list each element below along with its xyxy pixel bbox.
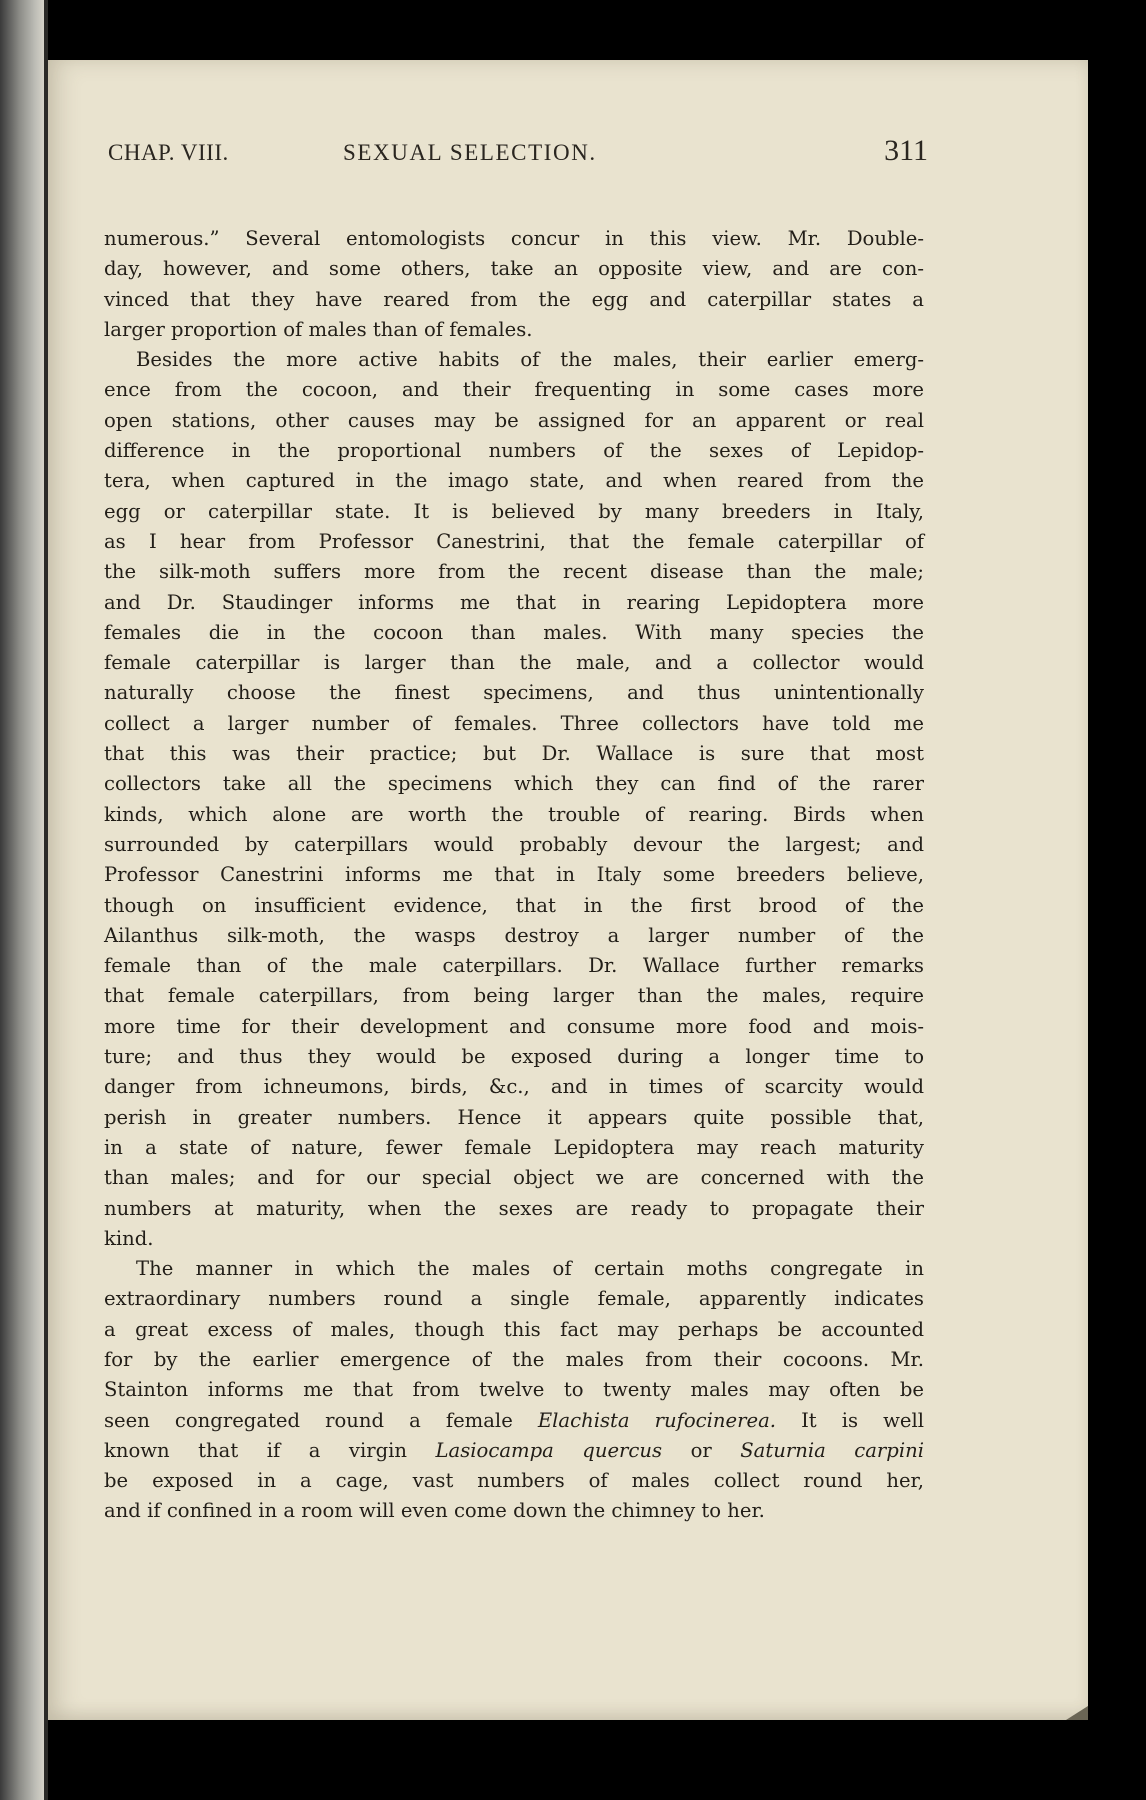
text-line: for by the earlier emergence of the males from their cocoons. Mr. (104, 1347, 924, 1371)
text-line: be exposed in a cage, vast numbers of males collect round her, (104, 1469, 924, 1493)
text-segment: or (690, 1438, 712, 1462)
species-name: Elachista rufocinerea. (537, 1408, 776, 1432)
text-line: numbers at maturity, when the sexes are ready to propagate their (104, 1196, 924, 1220)
text-line: female caterpillar is larger than the male, and a collector would (104, 651, 924, 675)
text-line: larger proportion of males than of females. (104, 317, 533, 341)
text-line: The manner in which the males of certain moths congregate in (136, 1257, 924, 1281)
text-line: vinced that they have reared from the egg and caterpillar states a (104, 287, 924, 311)
text-line: collectors take all the specimens which they can find of the rarer (104, 772, 924, 796)
text-line: female than of the male caterpillars. Dr. Wallace further remarks (104, 954, 924, 978)
running-title: SEXUAL SELECTION. (343, 140, 597, 165)
species-name: Lasiocampa quercus (435, 1438, 663, 1462)
text-line: ture; and thus they would be exposed during a longer time to (104, 1045, 924, 1069)
text-line: numerous.” Several entomologists concur in this view. Mr. Double- (104, 227, 924, 250)
text-line: surrounded by caterpillars would probably devour the largest; and (104, 832, 924, 856)
text-line: perish in greater numbers. Hence it appears quite possible that, (104, 1105, 924, 1129)
text-segment: known that if a virgin (104, 1438, 408, 1462)
text-line: though on insufficient evidence, that in the first brood of the (104, 893, 924, 917)
text-line: open stations, other causes may be assigned for an apparent or real (104, 408, 924, 432)
page-number: 311 (884, 134, 928, 167)
book-page (48, 60, 1088, 1720)
text-segment: seen congregated round a female (104, 1408, 513, 1432)
text-line: females die in the cocoon than males. With many species the (104, 620, 924, 644)
text-line: Stainton informs me that from twelve to twenty males may often be (104, 1378, 924, 1402)
text-line: and Dr. Staudinger informs me that in rearing Lepidoptera more (104, 590, 924, 614)
running-head (108, 134, 928, 190)
text-line: Professor Canestrini informs me that in Italy some breeders believe, (104, 863, 924, 887)
text-line: ence from the cocoon, and their frequenting in some cases more (104, 378, 924, 402)
text-line: difference in the proportional numbers of the sexes of Lepidop- (104, 439, 924, 463)
chapter-label: CHAP. VIII. (108, 140, 229, 165)
text-line: tera, when captured in the imago state, and when reared from the (104, 469, 924, 493)
text-line: egg or caterpillar state. It is believed by many breeders in Italy, (104, 499, 924, 523)
text-line: danger from ichneumons, birds, &c., and in times of scarcity would (104, 1075, 924, 1099)
text-line: day, however, and some others, take an opposite view, and are con- (104, 257, 924, 281)
text-line: kind. (104, 1226, 154, 1250)
text-line: Besides the more active habits of the males, their earlier emerg- (136, 348, 924, 372)
text-line: extraordinary numbers round a single female, apparently indicates (104, 1287, 924, 1311)
text-line-mixed (104, 1436, 924, 1466)
page-corner-mark (1066, 1706, 1088, 1720)
text-line: than males; and for our special object we are concerned with the (104, 1166, 924, 1190)
text-line: that this was their practice; but Dr. Wallace is sure that most (104, 742, 924, 766)
text-line: the silk-moth suffers more from the recent disease than the male; (104, 560, 924, 584)
text-line: kinds, which alone are worth the trouble of rearing. Birds when (104, 802, 924, 826)
text-line: collect a larger number of females. Three collectors have told me (104, 711, 924, 735)
body-text (104, 224, 924, 1527)
text-line: as I hear from Professor Canestrini, that the female caterpillar of (104, 529, 924, 553)
text-line: a great excess of males, though this fact may perhaps be accounted (104, 1317, 924, 1341)
species-name: Saturnia carpini (740, 1438, 924, 1462)
text-line: that female caterpillars, from being larger than the males, require (104, 984, 924, 1008)
text-segment: It is well (801, 1408, 925, 1432)
book-spine (0, 0, 44, 1800)
text-line: Ailanthus silk-moth, the wasps destroy a larger number of the (104, 923, 924, 947)
text-line: more time for their development and consume more food and mois- (104, 1014, 924, 1038)
text-line: naturally choose the finest specimens, and thus unintentionally (104, 681, 924, 705)
text-line: in a state of nature, fewer female Lepidoptera may reach maturity (104, 1135, 924, 1159)
text-line-mixed (104, 1406, 924, 1436)
text-line: and if confined in a room will even come down the chimney to her. (104, 1499, 765, 1523)
